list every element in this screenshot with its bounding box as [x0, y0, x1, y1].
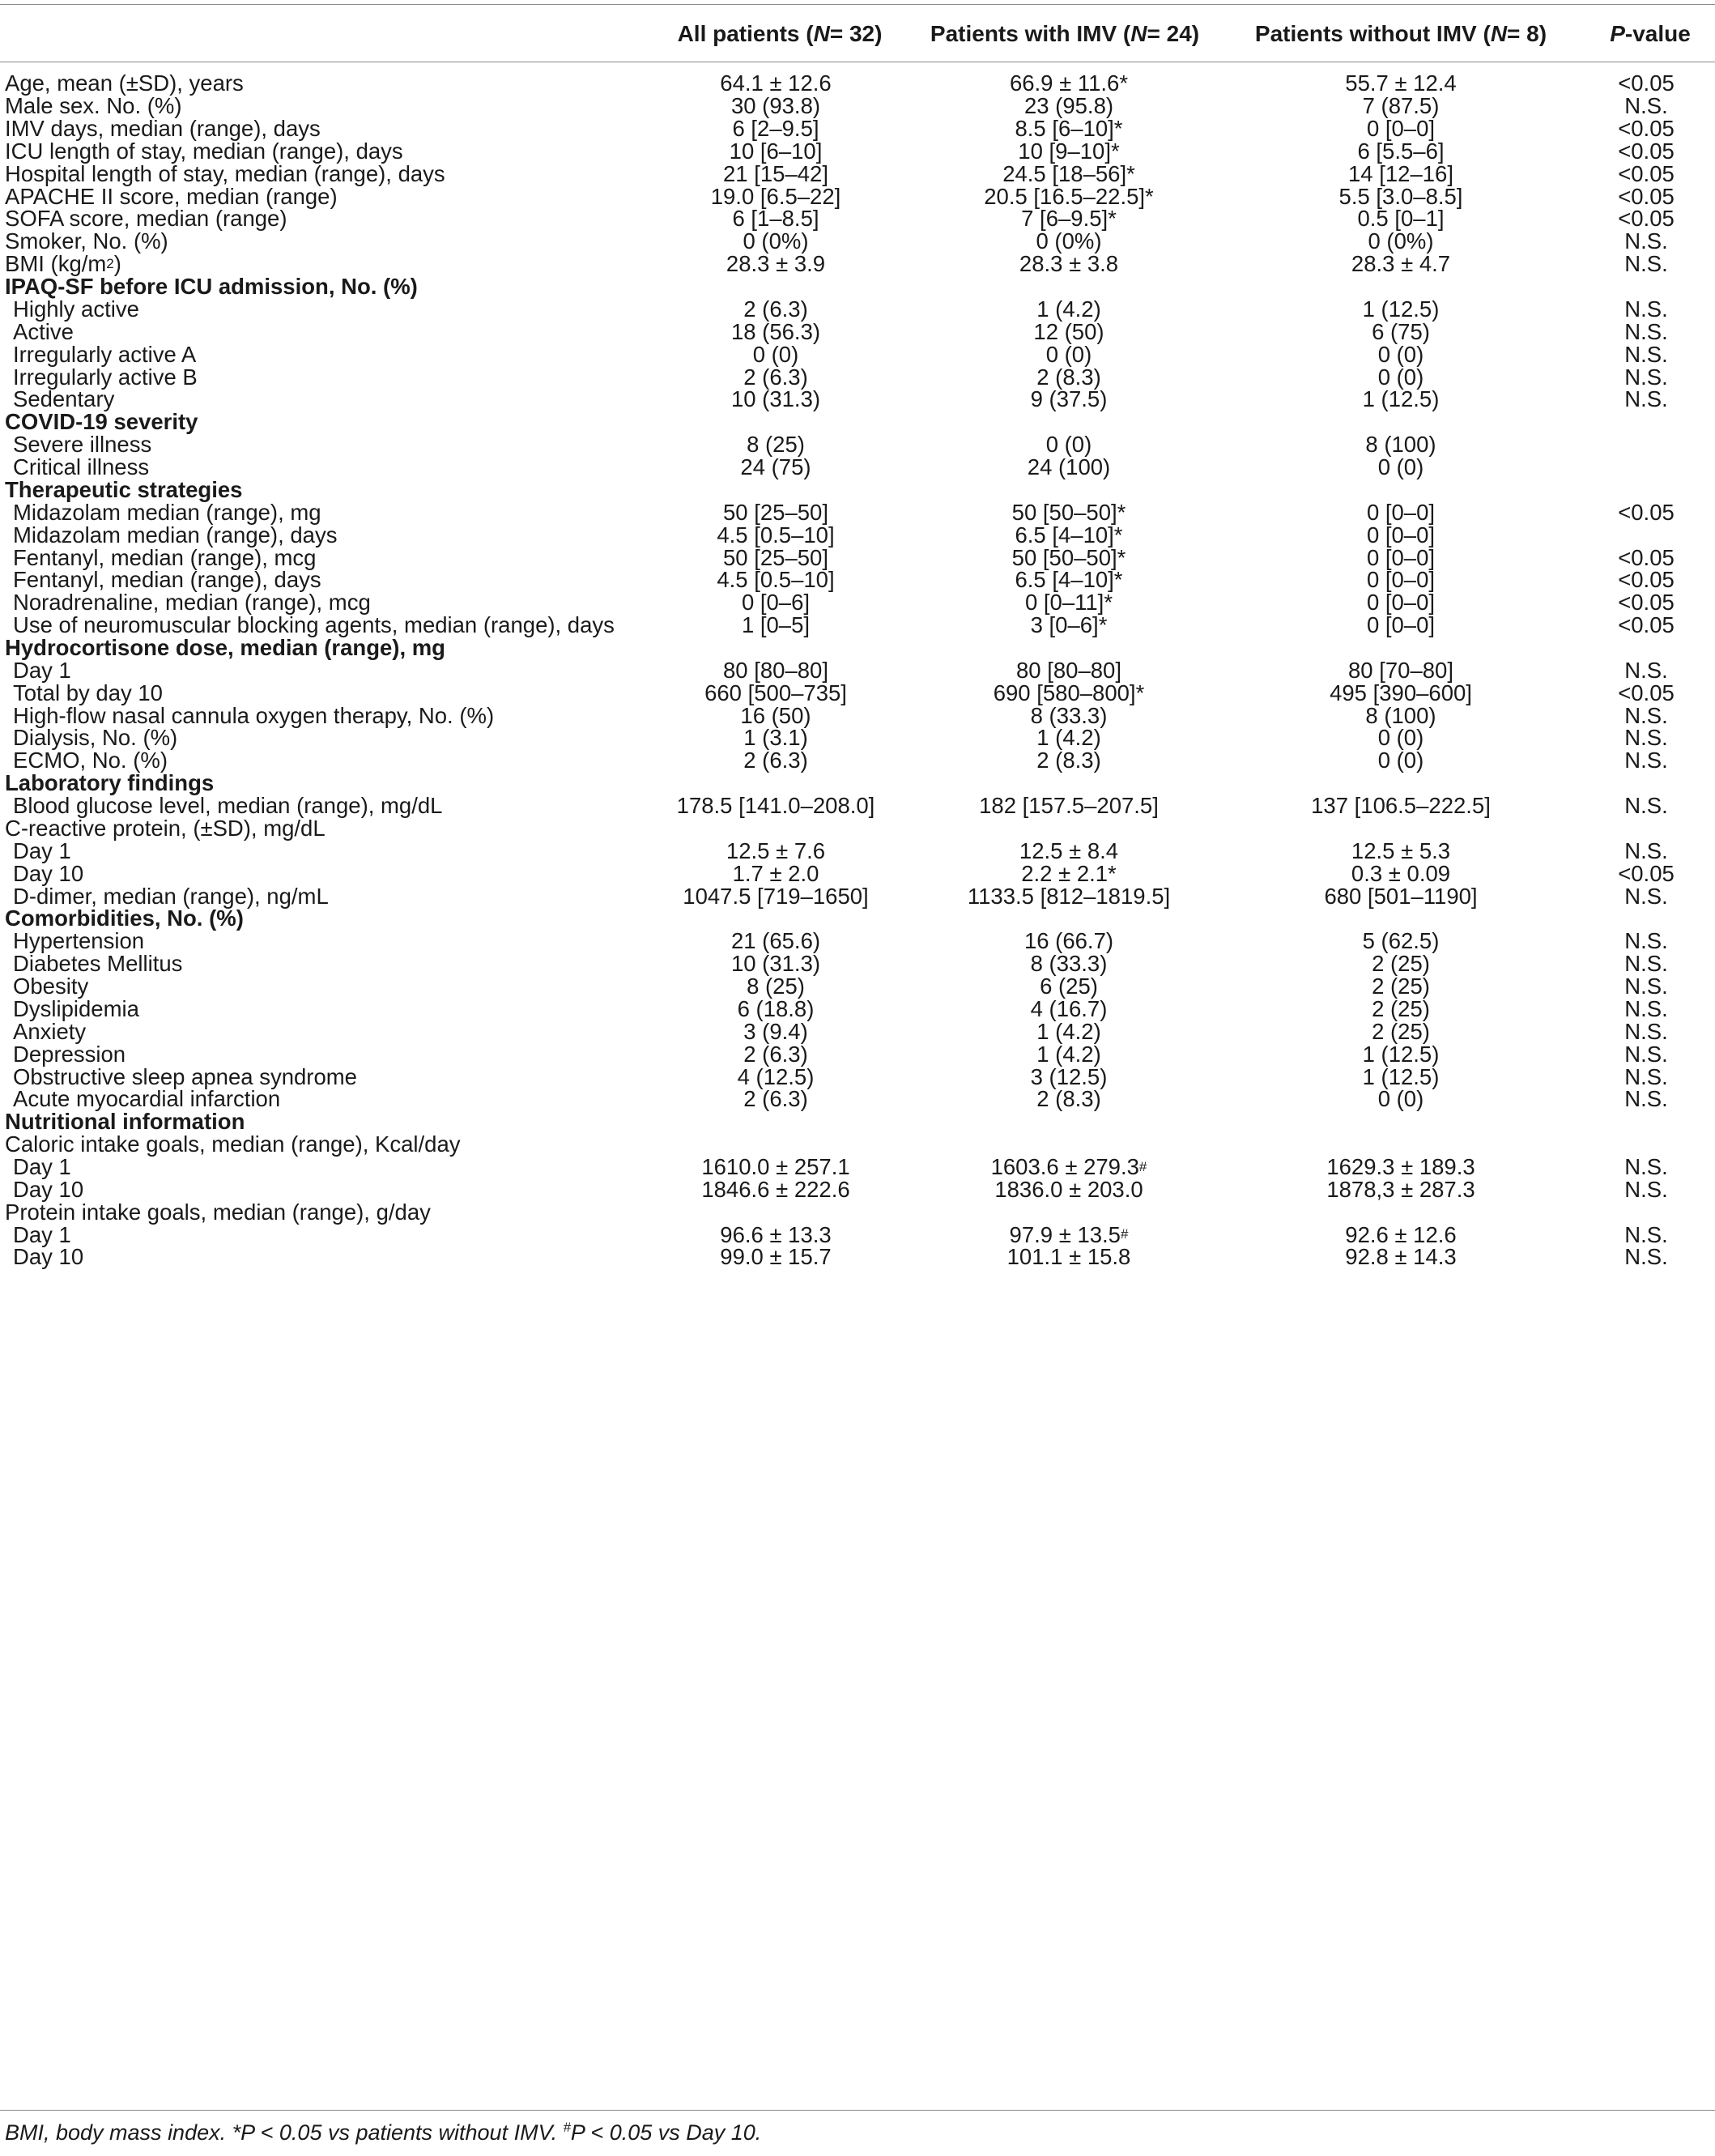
cell-with-imv: 6.5 [4–10]* [1015, 567, 1123, 593]
row-label: IPAQ-SF before ICU admission, No. (%) [5, 274, 418, 300]
cell-without-imv: 0.5 [0–1] [1357, 206, 1445, 232]
cell-all-patients: 6 [1–8.5] [732, 206, 819, 232]
cell-p-value: N.S. [1624, 228, 1668, 254]
cell-without-imv: 6 (75) [1372, 318, 1430, 344]
row-label: Day 1 [13, 1221, 71, 1247]
cell-with-imv: 4 (16.7) [1030, 995, 1108, 1021]
cell-p-value: N.S. [1624, 951, 1668, 977]
cell-without-imv: 0 [0–0] [1366, 544, 1436, 570]
cell-all-patients: 1 (3.1) [743, 725, 808, 751]
cell-all-patients: 28.3 ± 3.9 [726, 251, 826, 277]
cell-p-value: <0.05 [1618, 499, 1675, 525]
cell-with-imv: 10 [9–10]* [1018, 138, 1120, 164]
row-label: IMV days, median (range), days [5, 115, 321, 141]
row-label: Sedentary [13, 386, 115, 412]
cell-with-imv: 6 (25) [1040, 974, 1098, 999]
header-without-imv: Patients without IMV ( N = 8) [1254, 21, 1547, 46]
cell-all-patients: 19.0 [6.5–22] [710, 183, 841, 209]
cell-with-imv: 28.3 ± 3.8 [1019, 251, 1119, 277]
cell-with-imv: 2 (8.3) [1036, 748, 1101, 773]
cell-p-value: N.S. [1624, 995, 1668, 1021]
cell-all-patients: 8 (25) [747, 974, 805, 999]
cell-without-imv: 1878,3 ± 287.3 [1326, 1176, 1475, 1202]
cell-p-value: <0.05 [1618, 860, 1675, 886]
row-label: ICU length of stay, median (range), days [5, 138, 403, 164]
row-label: Anxiety [13, 1018, 87, 1044]
cell-with-imv: 80 [80–80] [1016, 657, 1121, 683]
cell-p-value: <0.05 [1618, 680, 1675, 705]
cell-p-value: N.S. [1624, 341, 1668, 367]
cell-without-imv: 1 (12.5) [1362, 386, 1440, 412]
cell-without-imv: 8 (100) [1365, 432, 1436, 458]
cell-without-imv: 0 (0) [1377, 748, 1424, 773]
cell-p-value: N.S. [1624, 1018, 1668, 1044]
cell-all-patients: 0 (0) [752, 341, 799, 367]
cell-with-imv: 23 (95.8) [1023, 93, 1114, 119]
row-label: Obesity [13, 974, 89, 999]
cell-all-patients: 12.5 ± 7.6 [726, 837, 826, 863]
cell-all-patients: 21 [15–42] [723, 160, 828, 186]
cell-p-value: <0.05 [1618, 590, 1675, 616]
cell-without-imv: 92.6 ± 12.6 [1345, 1221, 1457, 1247]
cell-p-value: N.S. [1624, 1086, 1668, 1112]
cell-all-patients: 2 (6.3) [743, 1086, 808, 1112]
cell-without-imv: 680 [501–1190] [1324, 883, 1478, 909]
cell-p-value: N.S. [1624, 296, 1668, 322]
cell-with-imv: 0 (0) [1045, 341, 1092, 367]
cell-without-imv: 55.7 ± 12.4 [1345, 70, 1457, 96]
row-label: Comorbidities, No. (%) [5, 905, 244, 931]
cell-all-patients: 30 (93.8) [730, 93, 821, 119]
cell-all-patients: 8 (25) [747, 432, 805, 458]
row-label: Hydrocortisone dose, median (range), mg [5, 635, 445, 661]
cell-without-imv: 0 [0–0] [1366, 522, 1436, 548]
cell-p-value: <0.05 [1618, 206, 1675, 232]
cell-p-value: N.S. [1624, 748, 1668, 773]
row-label: Noradrenaline, median (range), mcg [13, 590, 371, 616]
cell-all-patients: 50 [25–50] [723, 544, 828, 570]
row-label: Day 1 [13, 657, 71, 683]
table-footnote: BMI, body mass index. *P < 0.05 vs patients without IMV. #P < 0.05 vs Day 10. [5, 2120, 762, 2145]
cell-with-imv: 8.5 [6–10]* [1015, 115, 1123, 141]
row-label: Hypertension [13, 928, 145, 954]
cell-all-patients: 24 (75) [740, 454, 811, 480]
cell-p-value: N.S. [1624, 93, 1668, 119]
cell-with-imv: 1836.0 ± 203.0 [994, 1176, 1143, 1202]
cell-p-value: N.S. [1624, 1221, 1668, 1247]
cell-without-imv: 2 (25) [1372, 974, 1430, 999]
cell-all-patients: 16 (50) [740, 702, 811, 728]
row-label: Protein intake goals, median (range), g/day [5, 1199, 431, 1225]
row-label: Diabetes Mellitus [13, 951, 183, 977]
cell-p-value: N.S. [1624, 1063, 1668, 1089]
cell-without-imv: 495 [390–600] [1330, 680, 1472, 705]
cell-without-imv: 14 [12–16] [1348, 160, 1453, 186]
cell-without-imv: 0 (0) [1377, 454, 1424, 480]
row-label: Dyslipidemia [13, 995, 139, 1021]
cell-p-value: N.S. [1624, 793, 1668, 819]
row-label: C-reactive protein, (±SD), mg/dL [5, 815, 326, 841]
cell-with-imv: 690 [580–800]* [993, 680, 1145, 705]
row-label: Irregularly active B [13, 364, 198, 390]
row-label: Smoker, No. (%) [5, 228, 168, 254]
cell-without-imv: 92.8 ± 14.3 [1345, 1244, 1457, 1270]
cell-with-imv: 12 (50) [1033, 318, 1104, 344]
cell-without-imv: 2 (25) [1372, 951, 1430, 977]
cell-all-patients: 2 (6.3) [743, 1041, 808, 1067]
row-label: Highly active [13, 296, 139, 322]
cell-p-value: N.S. [1624, 251, 1668, 277]
header-with-imv: Patients with IMV ( N = 24) [930, 21, 1200, 46]
cell-without-imv: 0 (0) [1377, 364, 1424, 390]
cell-with-imv: 12.5 ± 8.4 [1019, 837, 1119, 863]
cell-all-patients: 10 (31.3) [730, 386, 821, 412]
cell-all-patients: 0 (0%) [743, 228, 809, 254]
cell-without-imv: 0 [0–0] [1366, 499, 1436, 525]
cell-without-imv: 0 (0) [1377, 1086, 1424, 1112]
cell-with-imv: 9 (37.5) [1030, 386, 1108, 412]
row-label: COVID-19 severity [5, 409, 198, 435]
cell-all-patients: 2 (6.3) [743, 748, 808, 773]
cell-without-imv: 0 (0%) [1368, 228, 1434, 254]
cell-all-patients: 0 [0–6] [741, 590, 811, 616]
row-label: Irregularly active A [13, 341, 197, 367]
cell-without-imv: 5 (62.5) [1362, 928, 1440, 954]
cell-with-imv: 0 (0) [1045, 432, 1092, 458]
cell-with-imv: 3 (12.5) [1030, 1063, 1108, 1089]
row-label: Midazolam median (range), days [13, 522, 338, 548]
row-label: Laboratory findings [5, 770, 215, 796]
row-label: Day 1 [13, 1154, 71, 1180]
cell-p-value: N.S. [1624, 386, 1668, 412]
cell-all-patients: 99.0 ± 15.7 [720, 1244, 832, 1270]
cell-with-imv: 1 (4.2) [1036, 1018, 1101, 1044]
cell-with-imv: 97.9 ± 13.5 # [1009, 1221, 1129, 1247]
cell-p-value: <0.05 [1618, 183, 1675, 209]
cell-p-value: <0.05 [1618, 70, 1675, 96]
cell-all-patients: 4.5 [0.5–10] [717, 522, 835, 548]
row-label: Age, mean (±SD), years [5, 70, 244, 96]
cell-all-patients: 96.6 ± 13.3 [720, 1221, 832, 1247]
cell-with-imv: 2 (8.3) [1036, 1086, 1101, 1112]
row-label: Critical illness [13, 454, 150, 480]
cell-without-imv: 2 (25) [1372, 1018, 1430, 1044]
row-label: Caloric intake goals, median (range), Kcal/day [5, 1131, 461, 1157]
row-label: Fentanyl, median (range), mcg [13, 544, 317, 570]
cell-p-value: N.S. [1624, 837, 1668, 863]
header-label [5, 16, 669, 52]
cell-without-imv: 2 (25) [1372, 995, 1430, 1021]
cell-without-imv: 28.3 ± 4.7 [1351, 251, 1451, 277]
cell-p-value: N.S. [1624, 364, 1668, 390]
row-label: Day 10 [13, 860, 84, 886]
cell-p-value: N.S. [1624, 725, 1668, 751]
cell-all-patients: 10 (31.3) [730, 951, 821, 977]
row-label: Dialysis, No. (%) [13, 725, 178, 751]
row-label: Hospital length of stay, median (range), days [5, 160, 445, 186]
cell-with-imv: 1 (4.2) [1036, 725, 1101, 751]
row-label: Use of neuromuscular blocking agents, median (range), days [13, 612, 615, 638]
cell-without-imv: 0 [0–0] [1366, 567, 1436, 593]
cell-all-patients: 1846.6 ± 222.6 [701, 1176, 850, 1202]
cell-p-value: <0.05 [1618, 612, 1675, 638]
cell-with-imv: 24.5 [18–56]* [1002, 160, 1135, 186]
row-label: Depression [13, 1041, 126, 1067]
row-label: Day 1 [13, 837, 71, 863]
cell-all-patients: 6 [2–9.5] [732, 115, 819, 141]
cell-p-value: N.S. [1624, 1176, 1668, 1202]
cell-all-patients: 10 [6–10] [729, 138, 823, 164]
row-label: Severe illness [13, 432, 152, 458]
cell-all-patients: 6 (18.8) [737, 995, 815, 1021]
row-label: Day 10 [13, 1176, 84, 1202]
cell-with-imv: 2 (8.3) [1036, 364, 1101, 390]
cell-without-imv: 6 [5.5–6] [1357, 138, 1445, 164]
cell-without-imv: 0 [0–0] [1366, 612, 1436, 638]
row-label: APACHE II score, median (range) [5, 183, 338, 209]
cell-with-imv: 1133.5 [812–1819.5] [967, 883, 1171, 909]
cell-p-value: N.S. [1624, 318, 1668, 344]
cell-with-imv: 16 (66.7) [1023, 928, 1114, 954]
cell-all-patients: 660 [500–735] [704, 680, 847, 705]
header-p-value: P -value [1610, 21, 1691, 46]
cell-without-imv: 0 [0–0] [1366, 590, 1436, 616]
cell-with-imv: 24 (100) [1027, 454, 1111, 480]
row-label: BMI (kg/m 2 ) [5, 251, 121, 277]
cell-p-value: N.S. [1624, 928, 1668, 954]
cell-with-imv: 101.1 ± 15.8 [1006, 1244, 1131, 1270]
cell-with-imv: 1 (4.2) [1036, 1041, 1101, 1067]
row-label: Active [13, 318, 74, 344]
row-label: Blood glucose level, median (range), mg/dL [13, 793, 443, 819]
cell-p-value: N.S. [1624, 657, 1668, 683]
cell-p-value: N.S. [1624, 702, 1668, 728]
cell-all-patients: 1610.0 ± 257.1 [701, 1154, 850, 1180]
row-label: Acute myocardial infarction [13, 1086, 281, 1112]
row-label: ECMO, No. (%) [13, 748, 168, 773]
cell-all-patients: 80 [80–80] [723, 657, 828, 683]
row-label: Nutritional information [5, 1109, 245, 1135]
row-label: Total by day 10 [13, 680, 163, 705]
cell-with-imv: 8 (33.3) [1030, 702, 1108, 728]
cell-p-value: N.S. [1624, 883, 1668, 909]
cell-without-imv: 0 [0–0] [1366, 115, 1436, 141]
cell-without-imv: 5.5 [3.0–8.5] [1338, 183, 1463, 209]
cell-without-imv: 0 (0) [1377, 341, 1424, 367]
cell-p-value: N.S. [1624, 1244, 1668, 1270]
row-label: SOFA score, median (range) [5, 206, 287, 232]
cell-all-patients: 18 (56.3) [730, 318, 821, 344]
table-row [0, 1238, 1715, 1276]
cell-without-imv: 137 [106.5–222.5] [1311, 793, 1491, 819]
top-rule [0, 4, 1715, 5]
cell-all-patients: 50 [25–50] [723, 499, 828, 525]
cell-all-patients: 1.7 ± 2.0 [732, 860, 819, 886]
cell-without-imv: 7 (87.5) [1362, 93, 1440, 119]
bottom-rule [0, 2110, 1715, 2111]
row-label: High-flow nasal cannula oxygen therapy, No. (%) [13, 702, 495, 728]
cell-p-value: <0.05 [1618, 567, 1675, 593]
cell-with-imv: 182 [157.5–207.5] [979, 793, 1159, 819]
cell-with-imv: 1603.6 ± 279.3 # [990, 1154, 1147, 1180]
row-label: Midazolam median (range), mg [13, 499, 321, 525]
row-label: D-dimer, median (range), ng/mL [13, 883, 329, 909]
cell-without-imv: 1629.3 ± 189.3 [1326, 1154, 1475, 1180]
cell-with-imv: 20.5 [16.5–22.5]* [984, 183, 1154, 209]
cell-with-imv: 0 [0–11]* [1024, 590, 1113, 616]
cell-without-imv: 0 (0) [1377, 725, 1424, 751]
cell-p-value: <0.05 [1618, 544, 1675, 570]
cell-without-imv: 0.3 ± 0.09 [1351, 860, 1451, 886]
cell-p-value: <0.05 [1618, 160, 1675, 186]
cell-without-imv: 8 (100) [1365, 702, 1436, 728]
cell-with-imv: 3 [0–6]* [1030, 612, 1108, 638]
cell-without-imv: 12.5 ± 5.3 [1351, 837, 1451, 863]
cell-with-imv: 2.2 ± 2.1* [1021, 860, 1117, 886]
cell-all-patients: 64.1 ± 12.6 [720, 70, 832, 96]
cell-without-imv: 80 [70–80] [1348, 657, 1453, 683]
cell-without-imv: 1 (12.5) [1362, 296, 1440, 322]
cell-with-imv: 50 [50–50]* [1011, 499, 1126, 525]
row-label: Male sex. No. (%) [5, 93, 182, 119]
cell-all-patients: 178.5 [141.0–208.0] [676, 793, 875, 819]
row-label: Obstructive sleep apnea syndrome [13, 1063, 357, 1089]
cell-with-imv: 7 [6–9.5]* [1021, 206, 1117, 232]
cell-all-patients: 3 (9.4) [743, 1018, 808, 1044]
cell-with-imv: 1 (4.2) [1036, 296, 1101, 322]
cell-p-value: N.S. [1624, 1154, 1668, 1180]
cell-p-value: <0.05 [1618, 138, 1675, 164]
cell-with-imv: 6.5 [4–10]* [1015, 522, 1123, 548]
cell-with-imv: 0 (0%) [1036, 228, 1102, 254]
cell-all-patients: 1 [0–5] [741, 612, 811, 638]
cell-with-imv: 66.9 ± 11.6* [1009, 70, 1129, 96]
cell-all-patients: 21 (65.6) [730, 928, 821, 954]
cell-p-value: N.S. [1624, 974, 1668, 999]
cell-all-patients: 4.5 [0.5–10] [717, 567, 835, 593]
cell-without-imv: 1 (12.5) [1362, 1041, 1440, 1067]
cell-all-patients: 2 (6.3) [743, 364, 808, 390]
cell-all-patients: 2 (6.3) [743, 296, 808, 322]
cell-p-value: N.S. [1624, 1041, 1668, 1067]
cell-all-patients: 1047.5 [719–1650] [683, 883, 869, 909]
cell-without-imv: 1 (12.5) [1362, 1063, 1440, 1089]
cell-with-imv: 8 (33.3) [1030, 951, 1108, 977]
row-label: Therapeutic strategies [5, 476, 243, 502]
cell-all-patients: 4 (12.5) [737, 1063, 815, 1089]
row-label: Fentanyl, median (range), days [13, 567, 321, 593]
row-label: Day 10 [13, 1244, 84, 1270]
table-header-row [0, 16, 1715, 52]
cell-p-value: <0.05 [1618, 115, 1675, 141]
header-all-patients: All patients ( N = 32) [677, 21, 883, 46]
cell-with-imv: 50 [50–50]* [1011, 544, 1126, 570]
